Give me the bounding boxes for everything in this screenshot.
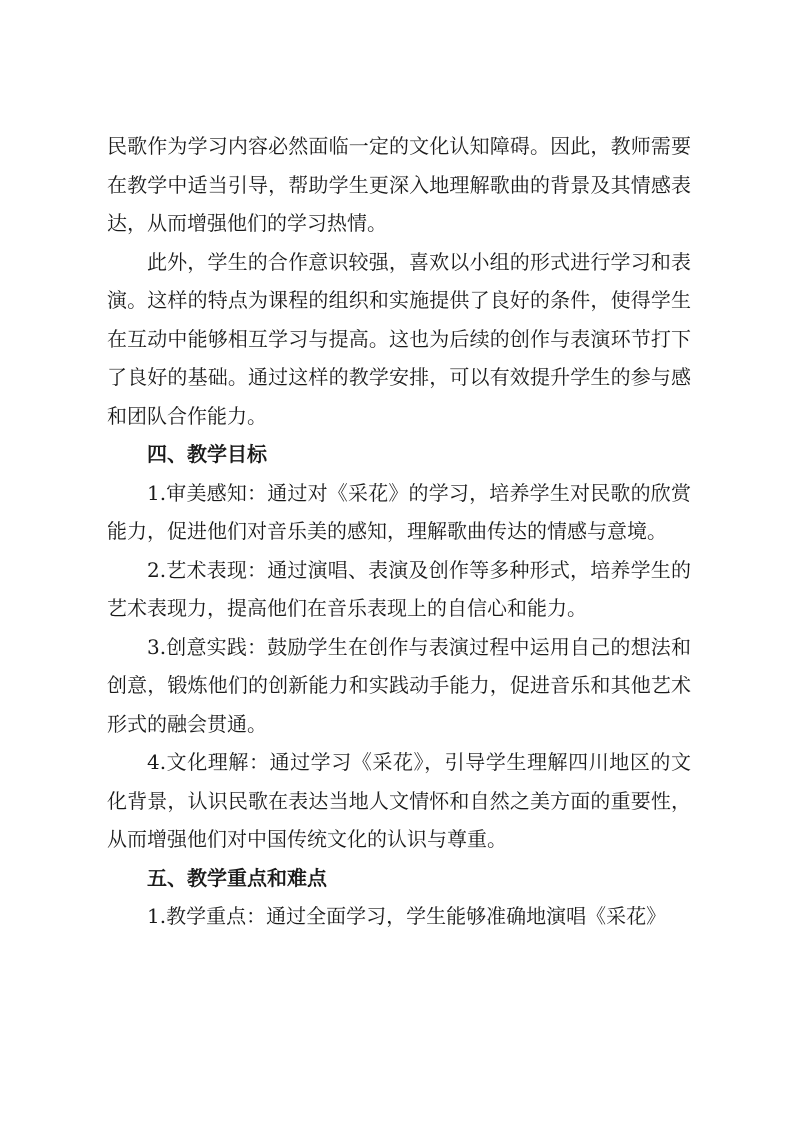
objective-cultural: 4.文化理解：通过学习《采花》，引导学生理解四川地区的文化背景，认识民歌在表达当地人文情怀和自然之美方面的重要性，从而增强他们对中国传统文化的认识与尊重。 (107, 750, 691, 851)
continuation-paragraph: 民歌作为学习内容必然面临一定的文化认知障碍。因此，教师需要在教学中适当引导，帮助学生更深入地理解歌曲的背景及其情感表达，从而增强他们的学习热情。 (107, 134, 691, 235)
objective-artistic: 2.艺术表现：通过演唱、表演及创作等多种形式，培养学生的艺术表现力，提高他们在音乐表现上的自信心和能力。 (107, 557, 691, 620)
section-heading-objectives: 四、教学目标 (147, 442, 267, 466)
objective-creative: 3.创意实践：鼓励学生在创作与表演过程中运用自己的想法和创意，锻炼他们的创新能力和实践动手能力，促进音乐和其他艺术形式的融会贯通。 (107, 634, 691, 736)
cooperation-paragraph: 此外，学生的合作意识较强，喜欢以小组的形式进行学习和表演。这样的特点为课程的组织和实施提供了良好的条件，使得学生在互动中能够相互学习与提高。这也为后续的创作与表演环节打下了良好的基础。通过这样的教学安排，可以有效提升学生的参与感和团队合作能力。 (107, 249, 691, 428)
key-point-1: 1.教学重点：通过全面学习，学生能够准确地演唱《采花》 (147, 904, 667, 928)
section-heading-key-points: 五、教学重点和难点 (147, 865, 327, 890)
objective-aesthetic: 1.审美感知：通过对《采花》的学习，培养学生对民歌的欣赏能力，促进他们对音乐美的感知，理解歌曲传达的情感与意境。 (107, 480, 691, 543)
document-body (107, 127, 691, 936)
